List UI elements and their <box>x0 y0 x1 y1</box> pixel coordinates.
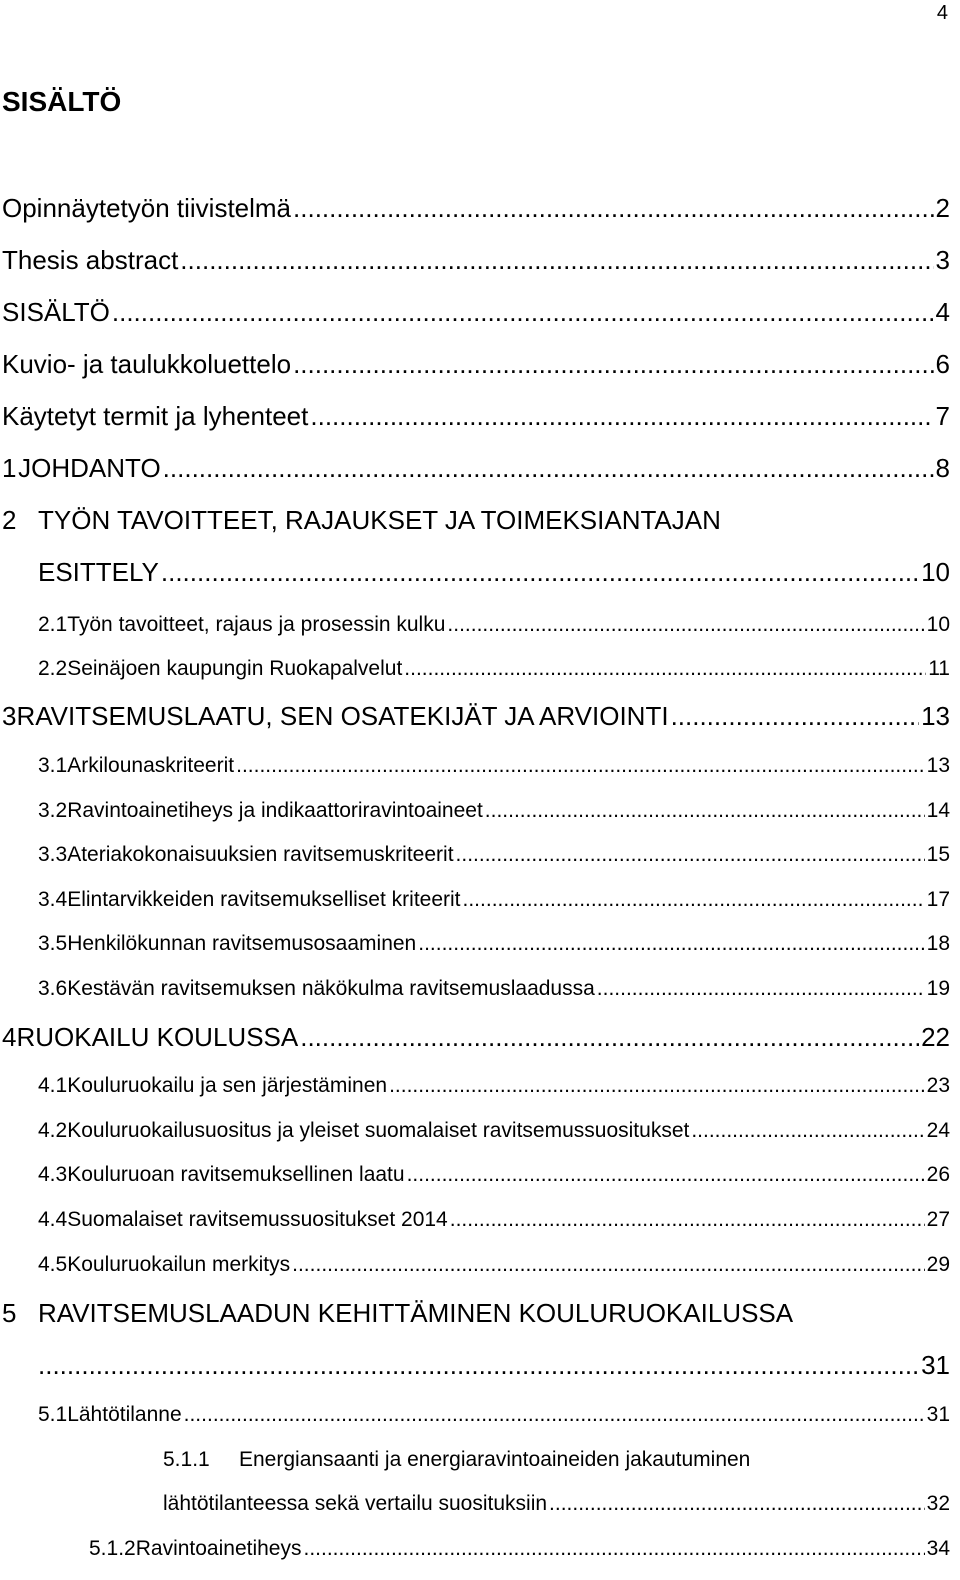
toc-leader <box>597 977 925 1001</box>
toc-leader <box>292 1253 925 1277</box>
toc-entry-title: Kuvio- ja taulukkoluettelo <box>2 349 292 379</box>
toc-entry-page: 18 <box>926 932 950 955</box>
toc-entry-number: 3 <box>2 701 17 731</box>
toc-entry[interactable] <box>38 754 950 778</box>
toc-entry[interactable] <box>38 1253 950 1277</box>
page-number: 4 <box>936 2 948 24</box>
toc-entry-page: 29 <box>926 1253 950 1276</box>
toc-entry-page: 32 <box>926 1492 950 1515</box>
toc-entry[interactable] <box>38 977 950 1001</box>
toc-leader <box>163 453 934 484</box>
toc-entry-number: 5.1.1 <box>163 1448 210 1471</box>
toc-entry-page: 31 <box>926 1403 950 1426</box>
toc-entry-page: 3 <box>935 245 950 275</box>
toc-entry-number: 5.1.2 <box>89 1537 136 1560</box>
toc-entry-title: RAVITSEMUSLAADUN KEHITTÄMINEN KOULURUOKAILUSSA <box>38 1298 794 1328</box>
toc-leader <box>389 1074 925 1098</box>
toc-leader <box>293 349 933 380</box>
toc-entry[interactable] <box>2 1022 950 1053</box>
toc-leader <box>485 799 925 823</box>
toc-entry-title: TYÖN TAVOITTEET, RAJAUKSET JA TOIMEKSIANTAJAN <box>38 505 721 535</box>
toc-entry-title: Kestävän ravitsemuksen näkökulma ravitsemuslaadussa <box>67 977 595 1000</box>
toc-leader <box>447 613 924 637</box>
toc-entry[interactable] <box>38 888 950 912</box>
toc-entry-page: 14 <box>926 799 950 822</box>
toc-entry[interactable] <box>2 193 950 224</box>
toc-entry-page: 26 <box>926 1163 950 1186</box>
toc-entry-title: Kouluruoan ravitsemuksellinen laatu <box>67 1163 405 1186</box>
toc-entry-title: JOHDANTO <box>18 453 161 483</box>
toc-entry-wrapped-first-line[interactable] <box>2 505 721 536</box>
toc-entry-wrapped-first-line[interactable] <box>163 1448 750 1472</box>
toc-entry-title: SISÄLTÖ <box>2 297 110 327</box>
toc-entry-page: 7 <box>935 401 950 431</box>
toc-entry-number: 4.5 <box>38 1253 68 1276</box>
toc-leader <box>456 843 925 867</box>
toc-entry-page: 23 <box>926 1074 950 1097</box>
toc-entry-title: Thesis abstract <box>2 245 179 275</box>
toc-entry[interactable] <box>2 401 950 432</box>
toc-entry-title: RAVITSEMUSLAATU, SEN OSATEKIJÄT JA ARVIOINTI <box>16 701 669 731</box>
toc-leader <box>407 1163 925 1187</box>
toc-entry[interactable] <box>2 453 950 484</box>
toc-entry-number: 3.3 <box>38 843 68 866</box>
toc-entry-title: Lähtötilanne <box>67 1403 182 1426</box>
toc-entry-number: 1 <box>2 453 17 483</box>
toc-leader <box>671 701 920 732</box>
toc-leader <box>404 657 926 681</box>
toc-entry-page: 27 <box>926 1208 950 1231</box>
toc-entry-page: 34 <box>926 1537 950 1560</box>
toc-leader <box>38 1350 919 1381</box>
toc-entry[interactable] <box>38 1119 950 1143</box>
toc-entry-title: RUOKAILU KOULUSSA <box>16 1022 299 1052</box>
toc-leader <box>300 1022 919 1053</box>
toc-leader <box>463 888 925 912</box>
toc-entry-page: 10 <box>921 557 950 587</box>
toc-entry-title-continued: lähtötilanteessa sekä vertailu suosituksiin <box>163 1492 548 1515</box>
toc-entry-page: 31 <box>921 1350 950 1380</box>
toc-entry-page: 11 <box>928 657 950 680</box>
toc-entry-wrapped-first-line[interactable] <box>2 1298 793 1329</box>
toc-entry-number: 5 <box>2 1298 17 1328</box>
toc-entry-number: 4.2 <box>38 1119 68 1142</box>
toc-entry[interactable] <box>38 657 950 681</box>
toc-leader <box>691 1119 924 1143</box>
toc-entry-page: 4 <box>935 297 950 327</box>
toc-entry-page: 6 <box>935 349 950 379</box>
toc-entry[interactable] <box>38 1074 950 1098</box>
toc-entry[interactable] <box>89 1537 950 1561</box>
toc-entry-title: Kouluruokailun merkitys <box>67 1253 291 1276</box>
page-title: SISÄLTÖ <box>2 86 122 117</box>
toc-entry-page: 24 <box>926 1119 950 1142</box>
toc-entry-title: Seinäjoen kaupungin Ruokapalvelut <box>67 657 403 680</box>
toc-entry-number: 2.1 <box>38 613 68 636</box>
toc-leader <box>310 401 933 432</box>
toc-entry-number: 2.2 <box>38 657 68 680</box>
toc-entry-page: 8 <box>935 453 950 483</box>
toc-entry[interactable] <box>38 799 950 823</box>
toc-entry-title: Ravintoainetiheys <box>135 1537 302 1560</box>
toc-entry-title: Henkilökunnan ravitsemusosaaminen <box>67 932 417 955</box>
toc-entry-page: 22 <box>921 1022 950 1052</box>
toc-leader <box>180 245 933 276</box>
toc-entry-number: 4.1 <box>38 1074 68 1097</box>
toc-entry[interactable] <box>2 349 950 380</box>
toc-entry[interactable] <box>2 701 950 732</box>
toc-entry[interactable] <box>38 843 950 867</box>
toc-entry-page: 13 <box>926 754 950 777</box>
toc-entry-page: 2 <box>935 193 950 223</box>
toc-entry-page: 17 <box>926 888 950 911</box>
toc-leader <box>161 557 919 588</box>
toc-entry[interactable] <box>38 1403 950 1427</box>
toc-leader <box>418 932 924 956</box>
toc-entry-title: Kouluruokailu ja sen järjestäminen <box>67 1074 388 1097</box>
toc-entry-title: Energiansaanti ja energiaravintoaineiden jakautuminen <box>239 1448 751 1471</box>
toc-entry-title: Suomalaiset ravitsemussuositukset 2014 <box>67 1208 448 1231</box>
toc-entry[interactable] <box>38 932 950 956</box>
toc-leader <box>293 193 934 224</box>
toc-entry-page: 10 <box>926 613 950 636</box>
toc-entry-number: 3.5 <box>38 932 68 955</box>
toc-entry-title: Ateriakokonaisuuksien ravitsemuskriteerit <box>67 843 454 866</box>
toc-entry[interactable] <box>2 297 950 328</box>
toc-entry-number: 5.1 <box>38 1403 68 1426</box>
toc-entry[interactable] <box>38 1163 950 1187</box>
toc-entry[interactable] <box>2 245 950 276</box>
toc-leader <box>549 1492 925 1516</box>
toc-entry-title: Ravintoainetiheys ja indikaattoriravintoaineet <box>67 799 483 822</box>
toc-entry-title: Kouluruokailusuositus ja yleiset suomalaiset ravitsemussuositukset <box>67 1119 690 1142</box>
toc-entry-number: 3.6 <box>38 977 68 1000</box>
toc-entry-page: 15 <box>926 843 950 866</box>
toc-entry-number: 4 <box>2 1022 17 1052</box>
toc-entry-title: Käytetyt termit ja lyhenteet <box>2 401 309 431</box>
toc-leader <box>112 297 934 328</box>
toc-leader <box>450 1208 925 1232</box>
toc-entry-number: 3.1 <box>38 754 68 777</box>
toc-entry-number: 3.2 <box>38 799 68 822</box>
toc-entry-page: 13 <box>921 701 950 731</box>
toc-leader <box>303 1537 924 1561</box>
toc-entry-number: 4.3 <box>38 1163 68 1186</box>
toc-entry-number: 3.4 <box>38 888 68 911</box>
toc-entry-title: Arkilounaskriteerit <box>67 754 235 777</box>
toc-entry-page: 19 <box>926 977 950 1000</box>
toc-entry-wrapped-second-line[interactable] <box>38 557 950 588</box>
toc-leader <box>236 754 925 778</box>
toc-entry-title-continued: ESITTELY <box>38 557 159 587</box>
toc-entry-wrapped-second-line[interactable] <box>38 1350 950 1381</box>
toc-entry-title: Elintarvikkeiden ravitsemukselliset kriteerit <box>67 888 461 911</box>
toc-entry-number: 4.4 <box>38 1208 68 1231</box>
toc-leader <box>184 1403 925 1427</box>
toc-entry[interactable] <box>38 613 950 637</box>
toc-entry[interactable] <box>38 1208 950 1232</box>
toc-entry-wrapped-second-line[interactable] <box>163 1492 950 1516</box>
toc-entry-title: Työn tavoitteet, rajaus ja prosessin kulku <box>67 613 446 636</box>
toc-entry-title: Opinnäytetyön tiivistelmä <box>2 193 292 223</box>
toc-entry-number: 2 <box>2 505 17 535</box>
